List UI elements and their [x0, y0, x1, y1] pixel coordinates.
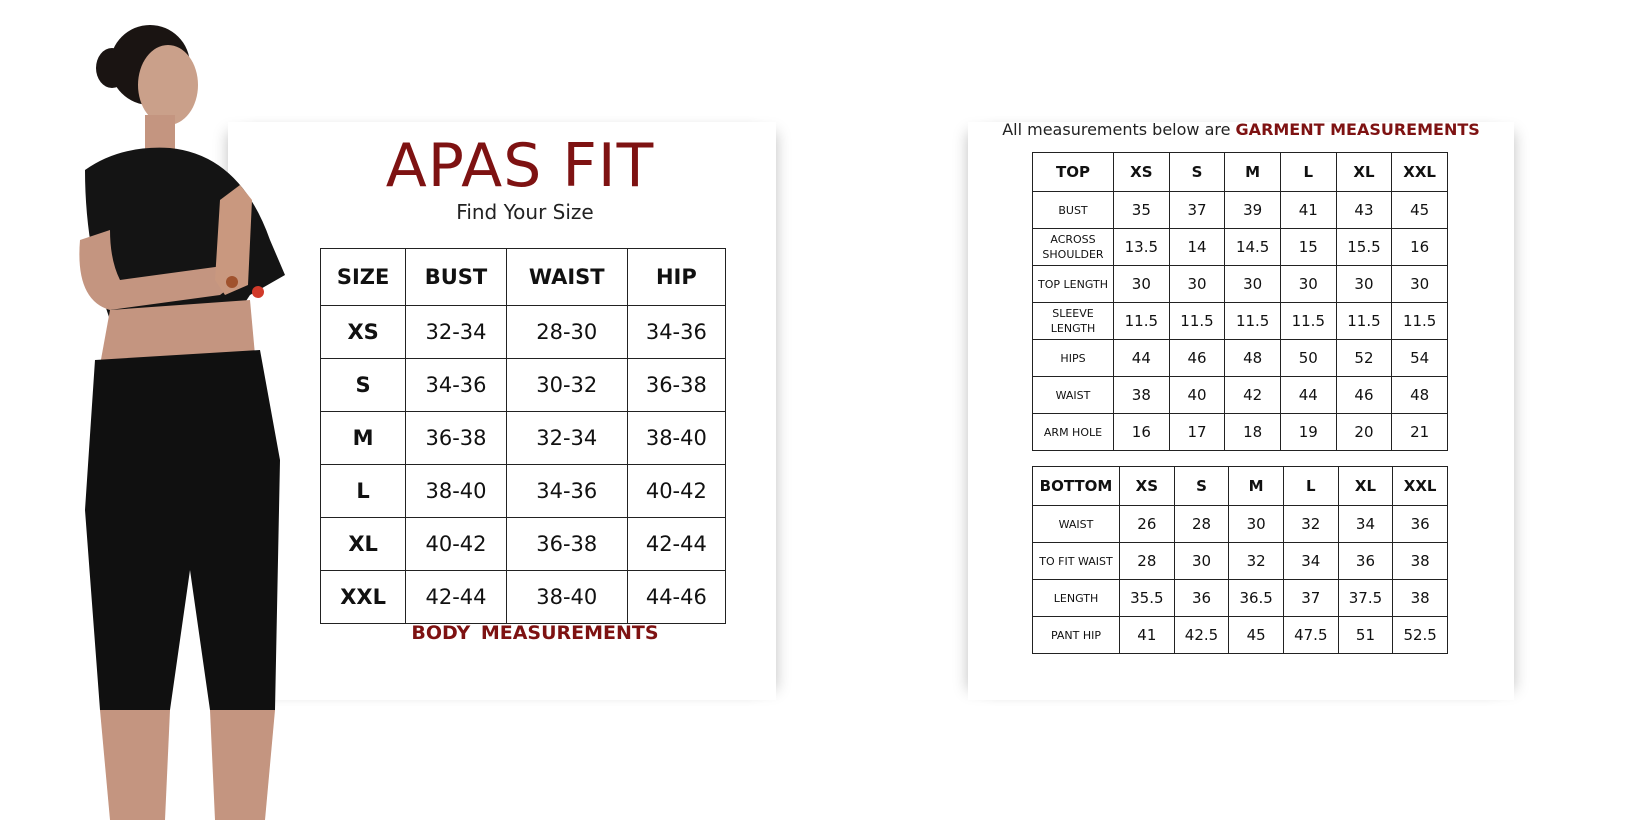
bust-cell: 38-40 — [406, 465, 507, 518]
header-s: S — [1174, 467, 1229, 506]
table-cell: 32 — [1283, 506, 1338, 543]
table-cell: 51 — [1338, 617, 1393, 654]
size-cell: L — [321, 465, 406, 518]
table-row — [321, 412, 726, 465]
table-cell: 48 — [1392, 377, 1448, 414]
table-cell: 21 — [1392, 414, 1448, 451]
header-xs: XS — [1114, 153, 1170, 192]
header-xs: XS — [1120, 467, 1175, 506]
bust-cell: 32-34 — [406, 306, 507, 359]
table-cell: 42 — [1225, 377, 1281, 414]
top-measurements-table — [1032, 152, 1448, 451]
garment-note-text: All measurements below are — [1002, 120, 1231, 139]
table-cell: 35.5 — [1120, 580, 1175, 617]
table-cell: 13.5 — [1114, 229, 1170, 266]
bust-cell: 36-38 — [406, 412, 507, 465]
size-cell: M — [321, 412, 406, 465]
table-cell: 47.5 — [1283, 617, 1338, 654]
table-header-row — [1033, 467, 1448, 506]
body-measurements-caption: BODY MEASUREMENTS — [411, 622, 659, 644]
model-photo — [40, 10, 340, 820]
header-s: S — [1169, 153, 1225, 192]
subtitle: Find Your Size — [456, 200, 594, 224]
row-label: SLEEVE LENGTH — [1033, 303, 1114, 340]
row-label: TO FIT WAIST — [1033, 543, 1120, 580]
table-cell: 28 — [1120, 543, 1175, 580]
table-row — [1033, 580, 1448, 617]
table-cell: 14 — [1169, 229, 1225, 266]
header-hip: HIP — [627, 249, 725, 306]
hip-cell: 42-44 — [627, 518, 725, 571]
row-label: TOP LENGTH — [1033, 266, 1114, 303]
table-cell: 44 — [1114, 340, 1170, 377]
table-row — [1033, 303, 1448, 340]
size-cell: XXL — [321, 571, 406, 624]
table-cell: 52 — [1336, 340, 1392, 377]
waist-cell: 38-40 — [506, 571, 627, 624]
table-row — [321, 571, 726, 624]
table-cell: 35 — [1114, 192, 1170, 229]
table-cell: 30 — [1229, 506, 1284, 543]
table-cell: 20 — [1336, 414, 1392, 451]
table-cell: 46 — [1336, 377, 1392, 414]
hip-cell: 38-40 — [627, 412, 725, 465]
row-label: LENGTH — [1033, 580, 1120, 617]
table-cell: 39 — [1225, 192, 1281, 229]
header-xxl: XXL — [1392, 153, 1448, 192]
table-cell: 15 — [1280, 229, 1336, 266]
table-cell: 11.5 — [1392, 303, 1448, 340]
table-row — [321, 359, 726, 412]
row-label: ACROSS SHOULDER — [1033, 229, 1114, 266]
table-cell: 11.5 — [1280, 303, 1336, 340]
header-xl: XL — [1336, 153, 1392, 192]
table-row — [321, 306, 726, 359]
table-cell: 40 — [1169, 377, 1225, 414]
table-row — [1033, 377, 1448, 414]
hip-cell: 40-42 — [627, 465, 725, 518]
body-measurements-table — [320, 248, 726, 624]
table-cell: 45 — [1392, 192, 1448, 229]
table-cell: 16 — [1392, 229, 1448, 266]
table-cell: 36 — [1174, 580, 1229, 617]
table-cell: 37 — [1169, 192, 1225, 229]
table-cell: 37 — [1283, 580, 1338, 617]
table-row — [1033, 543, 1448, 580]
header-l: L — [1283, 467, 1338, 506]
table-cell: 26 — [1120, 506, 1175, 543]
table-cell: 36 — [1393, 506, 1448, 543]
header-bottom: BOTTOM — [1033, 467, 1120, 506]
table-cell: 37.5 — [1338, 580, 1393, 617]
table-cell: 30 — [1225, 266, 1281, 303]
row-label: ARM HOLE — [1033, 414, 1114, 451]
waist-cell: 30-32 — [506, 359, 627, 412]
table-cell: 38 — [1114, 377, 1170, 414]
brand-title: APAS FIT — [385, 131, 655, 201]
waist-cell: 32-34 — [506, 412, 627, 465]
table-cell: 41 — [1120, 617, 1175, 654]
header-l: L — [1280, 153, 1336, 192]
table-cell: 30 — [1169, 266, 1225, 303]
table-cell: 19 — [1280, 414, 1336, 451]
header-xxl: XXL — [1393, 467, 1448, 506]
header-xl: XL — [1338, 467, 1393, 506]
header-size: SIZE — [321, 249, 406, 306]
table-cell: 11.5 — [1225, 303, 1281, 340]
table-cell: 30 — [1392, 266, 1448, 303]
table-row — [321, 465, 726, 518]
table-cell: 30 — [1336, 266, 1392, 303]
garment-note — [968, 118, 1514, 142]
row-label: HIPS — [1033, 340, 1114, 377]
bottom-measurements-table — [1032, 466, 1448, 654]
table-cell: 38 — [1393, 543, 1448, 580]
table-header-row — [1033, 153, 1448, 192]
table-cell: 30 — [1280, 266, 1336, 303]
table-cell: 48 — [1225, 340, 1281, 377]
hip-cell: 34-36 — [627, 306, 725, 359]
bust-cell: 42-44 — [406, 571, 507, 624]
table-cell: 36 — [1338, 543, 1393, 580]
table-cell: 17 — [1169, 414, 1225, 451]
table-row — [1033, 266, 1448, 303]
hip-cell: 44-46 — [627, 571, 725, 624]
table-cell: 50 — [1280, 340, 1336, 377]
size-cell: S — [321, 359, 406, 412]
table-cell: 52.5 — [1393, 617, 1448, 654]
size-cell: XS — [321, 306, 406, 359]
table-cell: 30 — [1114, 266, 1170, 303]
table-cell: 30 — [1174, 543, 1229, 580]
waist-cell: 36-38 — [506, 518, 627, 571]
table-cell: 46 — [1169, 340, 1225, 377]
bust-cell: 34-36 — [406, 359, 507, 412]
table-cell: 42.5 — [1174, 617, 1229, 654]
table-cell: 34 — [1283, 543, 1338, 580]
header-m: M — [1225, 153, 1281, 192]
table-cell: 11.5 — [1336, 303, 1392, 340]
table-cell: 54 — [1392, 340, 1448, 377]
table-cell: 11.5 — [1169, 303, 1225, 340]
table-row — [1033, 229, 1448, 266]
table-row — [321, 518, 726, 571]
row-label: BUST — [1033, 192, 1114, 229]
table-cell: 32 — [1229, 543, 1284, 580]
waist-cell: 34-36 — [506, 465, 627, 518]
table-row — [1033, 192, 1448, 229]
waist-cell: 28-30 — [506, 306, 627, 359]
table-cell: 16 — [1114, 414, 1170, 451]
header-top: TOP — [1033, 153, 1114, 192]
table-cell: 28 — [1174, 506, 1229, 543]
bust-cell: 40-42 — [406, 518, 507, 571]
table-row — [1033, 340, 1448, 377]
table-row — [1033, 617, 1448, 654]
table-cell: 11.5 — [1114, 303, 1170, 340]
table-cell: 45 — [1229, 617, 1284, 654]
table-row — [1033, 506, 1448, 543]
table-cell: 36.5 — [1229, 580, 1284, 617]
hip-cell: 36-38 — [627, 359, 725, 412]
table-cell: 38 — [1393, 580, 1448, 617]
table-cell: 41 — [1280, 192, 1336, 229]
table-cell: 43 — [1336, 192, 1392, 229]
header-bust: BUST — [406, 249, 507, 306]
table-header-row — [321, 249, 726, 306]
row-label: PANT HIP — [1033, 617, 1120, 654]
table-cell: 34 — [1338, 506, 1393, 543]
table-cell: 15.5 — [1336, 229, 1392, 266]
table-cell: 44 — [1280, 377, 1336, 414]
row-label: WAIST — [1033, 377, 1114, 414]
table-cell: 14.5 — [1225, 229, 1281, 266]
size-cell: XL — [321, 518, 406, 571]
garment-note-highlight: GARMENT MEASUREMENTS — [1235, 120, 1480, 139]
header-m: M — [1229, 467, 1284, 506]
header-waist: WAIST — [506, 249, 627, 306]
table-row — [1033, 414, 1448, 451]
row-label: WAIST — [1033, 506, 1120, 543]
table-cell: 18 — [1225, 414, 1281, 451]
